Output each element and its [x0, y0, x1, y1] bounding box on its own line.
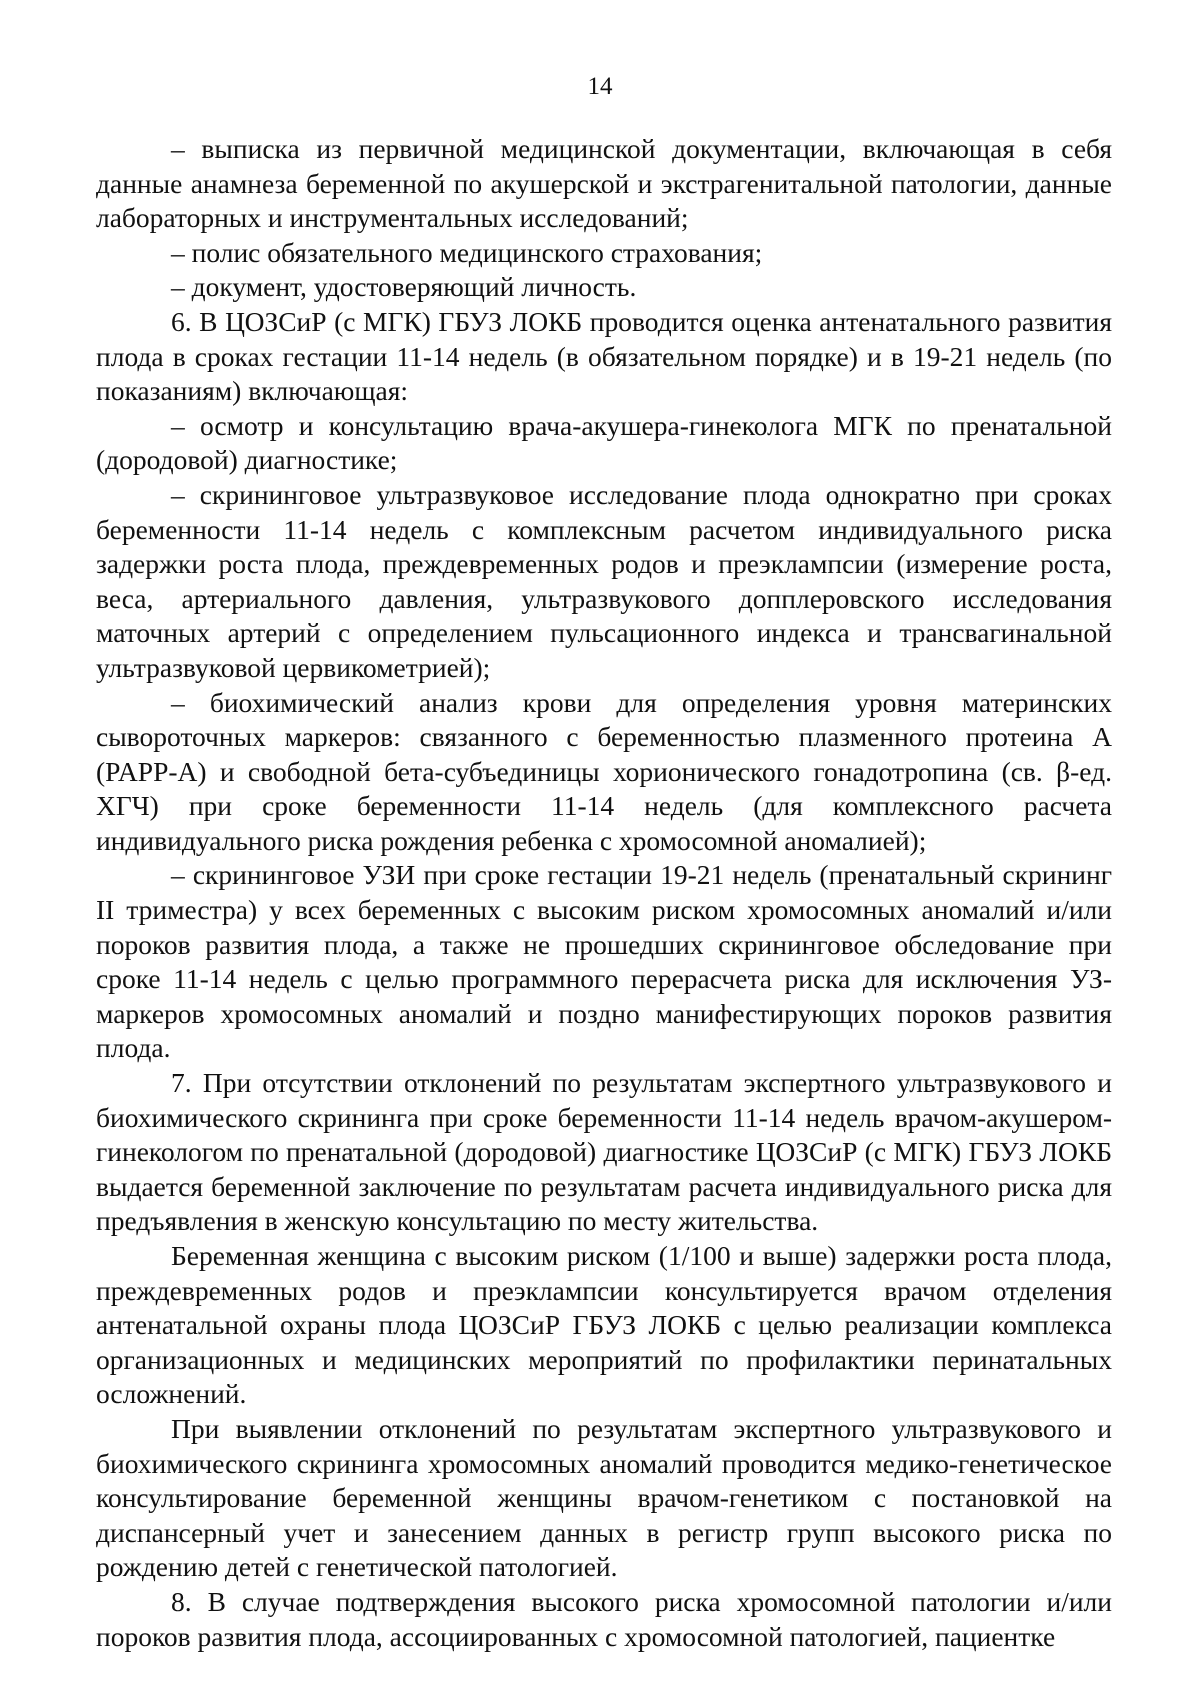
- paragraph-extract-item: – выписка из первичной медицинской документации, включающая в себя данные анамнеза беременной по акушерской и экстрагенитальной патологии, данные лабораторных и инструментальных исследований;: [96, 133, 1112, 234]
- paragraph-section-8: 8. В случае подтверждения высокого риска хромосомной патологии и/или пороков развития плода, ассоциированных с хромосомной патологией, пациентке: [96, 1585, 1112, 1652]
- paragraph-id-document-item: – документ, удостоверяющий личность.: [171, 271, 637, 303]
- paragraph-high-risk-consultation: Беременная женщина с высоким риском (1/100 и выше) задержки роста плода, преждевременных родов и преэклампсии консультируется врачом отделения антенатальной охраны плода ЦОЗСиР ГБУЗ ЛОКБ с целью реализации комплекса организационных и медицинских мероприятий по профилактики перинатальных осложнений.: [96, 1240, 1112, 1410]
- paragraph-examination-item: – осмотр и консультацию врача-акушера-гинеколога МГК по пренатальной (дородовой) диагностике;: [96, 409, 1112, 476]
- paragraph-insurance-item: – полис обязательного медицинского страхования;: [171, 236, 763, 268]
- paragraph-second-trimester-screening-item: – скрининговое УЗИ при сроке гестации 19-21 недель (пренатальный скрининг II триместра) у всех беременных с высоким риском хромосомных аномалий и/или пороков развития плода, а также не прошедших скрининговое обследование при сроке 11-14 недель с целью программного перерасчета риска для исключения УЗ-маркеров хромосомных аномалий и поздно манифестирующих пороков развития плода.: [96, 859, 1112, 1064]
- paragraph-genetic-counseling: При выявлении отклонений по результатам экспертного ультразвукового и биохимического скрининга хромосомных аномалий проводится медико-генетическое консультирование беременной женщины врачом-генетиком с постановкой на диспансерный учет и занесением данных в регистр групп высокого риска по рождению детей с генетической патологией.: [96, 1412, 1112, 1583]
- paragraph-biochemical-analysis-item: – биохимический анализ крови для определения уровня материнских сывороточных маркеров: связанного с беременностью плазменного протеина А (PAPP-A) и свободной бета-субъединицы хорионического гонадотропина (св. β-ед. ХГЧ) при сроке беременности 11-14 недель (для комплексного расчета индивидуального риска рождения ребенка с хромосомной аномалией);: [96, 686, 1112, 856]
- document-body: [96, 132, 1112, 1654]
- page-number: 14: [587, 73, 613, 100]
- paragraph-ultrasound-screening-item: – скрининговое ультразвуковое исследование плода однократно при сроках беременности 11-14 недель с комплексным расчетом индивидуального риска задержки роста плода, преждевременных родов и преэклампсии (измерение роста, веса, артериального давления, ультразвукового допплеровского исследования маточных артерий с определением пульсационного индекса и трансвагинальной ультразвуковой цервикометрией);: [96, 478, 1112, 683]
- paragraph-section-6: 6. В ЦОЗСиР (с МГК) ГБУЗ ЛОКБ проводится оценка антенатального развития плода в сроках гестации 11-14 недель (в обязательном порядке) и в 19-21 недель (по показаниям) включающая:: [96, 305, 1112, 407]
- paragraph-section-7: 7. При отсутствии отклонений по результатам экспертного ультразвукового и биохимического скрининга при сроке беременности 11-14 недель врачом-акушером-гинекологом по пренатальной (дородовой) диагностике ЦОЗСиР (с МГК) ГБУЗ ЛОКБ выдается беременной заключение по результатам расчета индивидуального риска для предъявления в женскую консультацию по месту жительства.: [96, 1067, 1112, 1237]
